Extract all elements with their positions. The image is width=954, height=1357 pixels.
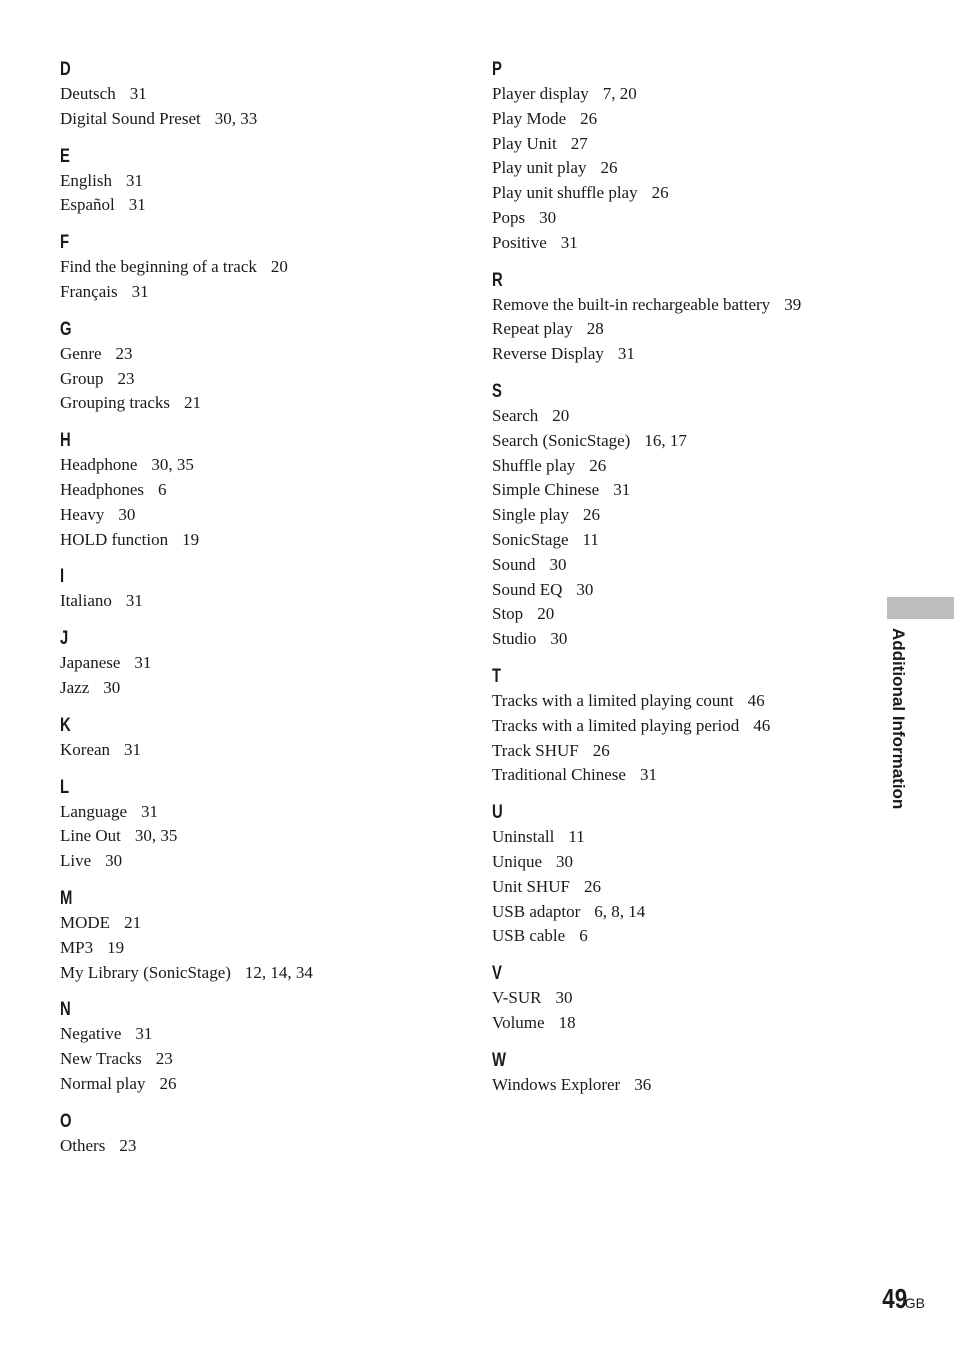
index-entry-pages: 31 (128, 195, 146, 215)
index-section (60, 564, 460, 614)
index-entry (492, 627, 892, 652)
index-section (492, 800, 892, 949)
index-entry-pages: 31 (560, 232, 578, 252)
page-number-value: 49 (881, 1283, 907, 1314)
index-section (60, 57, 460, 132)
index-entry-term: USB cable (492, 926, 566, 946)
index-entry-term: Play Mode (492, 108, 567, 128)
index-column-right (492, 57, 892, 1098)
index-entry-pages: 11 (568, 827, 585, 847)
index-entry-term: SonicStage (492, 529, 569, 549)
index-entry (60, 1022, 460, 1047)
index-letter-heading: E (60, 145, 70, 167)
index-letter-heading: S (492, 380, 502, 402)
index-entry (492, 454, 892, 479)
index-entry (60, 503, 460, 528)
index-entry-term: Search (SonicStage) (492, 430, 631, 450)
index-entry-term: Normal play (60, 1073, 146, 1093)
index-entry (60, 651, 460, 676)
index-entry-term: Traditional Chinese (492, 765, 626, 785)
index-entry-pages: 16, 17 (644, 430, 687, 450)
index-entry-pages: 6, 8, 14 (594, 901, 646, 921)
index-entry-pages: 31 (639, 765, 657, 785)
index-entry-term: Remove the built-in rechargeable battery (492, 294, 771, 314)
index-entry-term: Italiano (60, 591, 112, 611)
index-entry (492, 132, 892, 157)
index-entry (60, 107, 460, 132)
index-letter-heading: P (492, 59, 502, 80)
index-entry (60, 342, 460, 367)
index-entry-pages: 39 (784, 294, 802, 314)
index-entry-term: Pops (492, 207, 526, 227)
index-entry-term: Headphones (60, 479, 145, 499)
index-entry (60, 82, 460, 107)
index-column-left (60, 57, 460, 1159)
index-entry (60, 169, 460, 194)
index-entry (492, 578, 892, 603)
index-entry (492, 875, 892, 900)
index-entry-term: Unique (492, 851, 543, 871)
index-entry-term: Unit SHUF (492, 876, 570, 896)
index-entry-pages: 19 (182, 529, 200, 549)
index-entry-term: Player display (492, 84, 589, 103)
index-entry-pages: 30 (556, 851, 574, 871)
index-entry-pages: 26 (592, 740, 610, 760)
index-entry (492, 739, 892, 764)
index-entry-term: HOLD function (60, 529, 169, 549)
index-entry (60, 280, 460, 305)
index-entry-pages: 11 (582, 529, 599, 549)
index-entry (492, 689, 892, 714)
index-section (60, 713, 460, 763)
index-entry-term: Stop (492, 604, 524, 624)
index-letter-heading: G (60, 318, 72, 340)
index-letter-heading: D (60, 59, 71, 80)
index-entry-term: Korean (60, 739, 111, 759)
index-section (492, 961, 892, 1036)
index-entry-term: Repeat play (492, 319, 573, 339)
index-letter-heading: O (60, 1110, 72, 1132)
index-entry-term: Sound (492, 554, 536, 574)
index-entry (492, 317, 892, 342)
page-number (876, 1283, 925, 1315)
index-entry-pages: 20 (270, 257, 288, 277)
index-entry-pages: 23 (155, 1049, 173, 1069)
index-section (60, 230, 460, 305)
index-entry-pages: 26 (600, 158, 618, 178)
index-entry (60, 391, 460, 416)
index-entry-term: Japanese (60, 653, 121, 673)
index-entry-term: Line Out (60, 826, 121, 846)
index-entry (492, 825, 892, 850)
index-entry (492, 206, 892, 231)
index-entry-term: Language (60, 801, 128, 821)
index-entry-term: Group (60, 368, 104, 388)
index-entry-pages: 23 (115, 343, 133, 363)
section-label: Additional Information (889, 628, 908, 810)
index-entry-term: Sound EQ (492, 579, 563, 599)
index-entry-pages: 30 (576, 579, 594, 599)
index-letter-heading: J (60, 628, 69, 650)
index-entry-term: Heavy (60, 504, 105, 524)
index-entry-pages: 12, 14, 34 (244, 962, 313, 982)
index-entry-term: Live (60, 851, 92, 871)
index-entry (492, 503, 892, 528)
index-entry-term: Jazz (60, 677, 90, 697)
index-entry (492, 553, 892, 578)
index-entry (492, 850, 892, 875)
index-entry-term: V-SUR (492, 988, 542, 1008)
index-entry (60, 193, 460, 218)
index-entry (492, 156, 892, 181)
index-entry-pages: 31 (125, 591, 143, 611)
index-entry (492, 478, 892, 503)
index-entry-pages: 20 (537, 604, 555, 624)
index-entry-term: Tracks with a limited playing period (492, 715, 740, 735)
index-letter-heading: I (60, 566, 65, 588)
index-entry-pages: 30, 33 (214, 108, 258, 128)
index-entry-pages: 6 (158, 479, 167, 499)
index-entry-pages: 30 (539, 207, 557, 227)
index-entry-pages: 30, 35 (151, 455, 194, 475)
index-entry-pages: 30 (103, 677, 121, 697)
index-entry-term: Simple Chinese (492, 480, 600, 500)
index-letter-heading: F (60, 232, 70, 254)
index-entry-term: Find the beginning of a track (60, 257, 257, 277)
index-entry (492, 602, 892, 627)
index-entry-pages: 30 (118, 504, 136, 524)
index-entry-term: MP3 (60, 937, 94, 957)
index-entry-pages: 19 (107, 937, 125, 957)
index-entry (60, 911, 460, 936)
index-entry-pages: 27 (570, 133, 588, 153)
index-entry-pages: 31 (141, 801, 159, 821)
index-entry (60, 367, 460, 392)
index-entry-term: Grouping tracks (60, 393, 171, 413)
index-entry (492, 986, 892, 1011)
index-entry (60, 800, 460, 825)
index-entry-pages: 26 (651, 183, 669, 203)
index-entry-pages: 30 (555, 988, 573, 1008)
index-entry-pages: 23 (119, 1135, 137, 1155)
index-entry-term: Headphone (60, 455, 138, 475)
index-entry (492, 231, 892, 256)
index-entry (60, 478, 460, 503)
index-letter-heading: N (60, 999, 71, 1021)
index-entry-term: Español (60, 195, 115, 215)
index-entry-term: Shuffle play (492, 455, 576, 475)
index-entry (492, 82, 892, 107)
index-entry-pages: 30 (550, 629, 568, 649)
index-letter-heading: U (492, 802, 503, 824)
index-entry-term: Tracks with a limited playing count (492, 690, 734, 710)
index-entry-term: Genre (60, 343, 102, 363)
index-entry-term: Play Unit (492, 133, 557, 153)
index-entry (492, 763, 892, 788)
index-entry-pages: 30 (105, 851, 123, 871)
index-entry-pages: 28 (586, 319, 604, 339)
index-letter-heading: H (60, 430, 71, 452)
index-section (60, 997, 460, 1096)
index-entry-pages: 31 (131, 281, 149, 301)
index-section (60, 317, 460, 416)
index-entry-pages: 21 (184, 393, 202, 413)
index-entry (60, 849, 460, 874)
index-entry (492, 1073, 892, 1098)
index-entry-pages: 36 (634, 1074, 652, 1094)
index-section (492, 1048, 892, 1098)
index-entry-term: Search (492, 405, 539, 425)
index-entry (492, 181, 892, 206)
page-number-suffix: GB (904, 1295, 925, 1311)
index-entry-term: Français (60, 281, 118, 301)
index-entry-pages: 31 (613, 480, 631, 500)
index-letter-heading: V (492, 963, 502, 985)
index-section (60, 428, 460, 552)
section-tab-marker (887, 597, 954, 619)
index-entry (492, 342, 892, 367)
index-entry-term: Play unit shuffle play (492, 183, 638, 203)
index-entry (60, 255, 460, 280)
index-entry-term: Positive (492, 232, 547, 252)
index-entry (492, 528, 892, 553)
index-entry-term: Reverse Display (492, 344, 604, 364)
index-entry (60, 936, 460, 961)
index-entry (60, 453, 460, 478)
index-section (492, 379, 892, 652)
index-section (492, 57, 892, 256)
index-entry-pages: 26 (582, 505, 600, 525)
index-entry (60, 824, 460, 849)
index-letter-heading: M (60, 887, 73, 909)
index-entry (60, 528, 460, 553)
index-entry-pages: 21 (124, 912, 142, 932)
index-entry (60, 1134, 460, 1159)
index-entry (492, 293, 892, 318)
index-section (60, 886, 460, 985)
index-entry (60, 961, 460, 986)
index-entry-pages: 31 (124, 739, 142, 759)
index-letter-heading: K (60, 714, 71, 736)
index-section (60, 144, 460, 219)
index-entry-term: Track SHUF (492, 740, 579, 760)
index-entry-pages: 23 (117, 368, 135, 388)
index-entry-pages: 46 (753, 715, 771, 735)
index-entry (492, 404, 892, 429)
index-entry-pages: 31 (129, 84, 147, 103)
index-entry-term: MODE (60, 912, 111, 932)
index-entry-term: Play unit play (492, 158, 587, 178)
index-entry (60, 589, 460, 614)
index-entry (60, 1047, 460, 1072)
index-entry-pages: 31 (125, 170, 143, 190)
index-entry (492, 714, 892, 739)
index-entry (60, 1072, 460, 1097)
index-entry (60, 676, 460, 701)
index-section (492, 268, 892, 367)
index-letter-heading: T (492, 665, 502, 687)
index-entry-pages: 31 (134, 653, 152, 673)
index-entry-term: Windows Explorer (492, 1074, 621, 1094)
index-entry-term: Uninstall (492, 827, 555, 847)
index-entry-term: English (60, 170, 112, 190)
index-entry-pages: 46 (747, 690, 765, 710)
index-section (492, 664, 892, 788)
index-entry-pages: 7, 20 (602, 84, 637, 103)
index-entry-pages: 6 (579, 926, 588, 946)
index-entry-term: New Tracks (60, 1049, 142, 1069)
index-section (60, 626, 460, 701)
index-entry (492, 924, 892, 949)
index-letter-heading: W (492, 1049, 506, 1071)
index-entry (492, 1011, 892, 1036)
index-entry-term: My Library (SonicStage) (60, 962, 231, 982)
index-letter-heading: R (492, 269, 503, 291)
index-entry-pages: 30 (549, 554, 567, 574)
index-entry-pages: 26 (583, 876, 601, 896)
index-entry-term: Studio (492, 629, 537, 649)
index-entry-pages: 26 (589, 455, 607, 475)
index-entry-pages: 31 (135, 1024, 153, 1044)
index-entry-pages: 18 (558, 1012, 576, 1032)
index-section (60, 775, 460, 874)
index-entry (492, 107, 892, 132)
index-entry (60, 738, 460, 763)
index-letter-heading: L (60, 776, 70, 798)
index-entry-pages: 31 (617, 344, 635, 364)
index-entry (492, 900, 892, 925)
index-entry (492, 429, 892, 454)
index-section (60, 1109, 460, 1159)
index-entry-pages: 26 (580, 108, 598, 128)
index-entry-pages: 26 (159, 1073, 177, 1093)
index-entry-term: Others (60, 1135, 106, 1155)
index-entry-term: Volume (492, 1012, 545, 1032)
index-entry-pages: 30, 35 (134, 826, 178, 846)
index-entry-term: USB adaptor (492, 901, 581, 921)
index-entry-term: Deutsch (60, 84, 116, 103)
index-entry-pages: 20 (552, 405, 570, 425)
index-entry-term: Digital Sound Preset (60, 108, 201, 128)
index-entry-term: Negative (60, 1024, 122, 1044)
index-entry-term: Single play (492, 505, 569, 525)
